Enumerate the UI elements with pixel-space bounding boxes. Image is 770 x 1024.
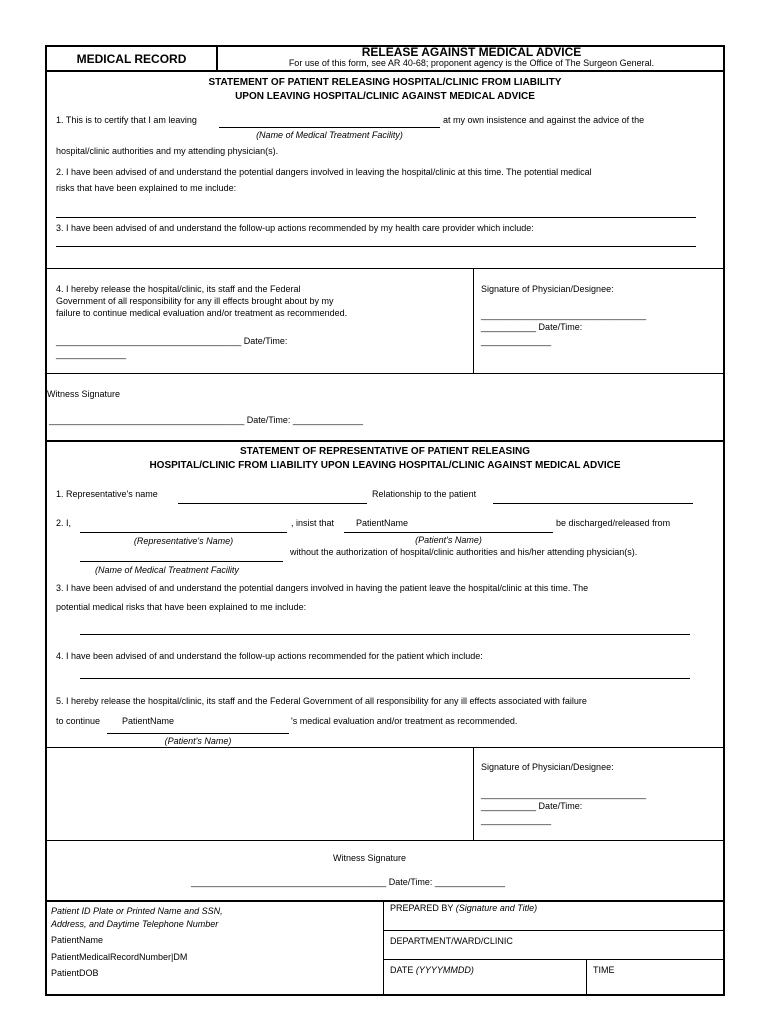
patient-item1-text-b: at my own insistence and against the advice of the (443, 115, 645, 125)
rep-item5-caption: (Patient's Name) (164, 736, 232, 746)
patient-item2-text-b: risks that have been explained to me include: (56, 183, 237, 193)
rep-item5-patient-field[interactable] (107, 733, 289, 734)
footer-patient-dob[interactable]: PatientDOB (51, 968, 99, 978)
patient-sig-bottom-rule (47, 373, 723, 374)
facility-name-caption: (Name of Medical Treatment Facility) (256, 130, 403, 140)
form-right-title: RELEASE AGAINST MEDICAL ADVICE (361, 45, 582, 59)
rep-facility-field[interactable] (80, 561, 283, 562)
patient-sig-divider (473, 268, 474, 373)
prepared-by-hint: (Signature and Title) (455, 903, 538, 913)
patient-statement-title-2: UPON LEAVING HOSPITAL/CLINIC AGAINST MEDICAL ADVICE (235, 91, 535, 102)
rep-facility-caption: (Name of Medical Treatment Facility (95, 565, 239, 575)
patient-witness-label: Witness Signature (47, 389, 121, 399)
footer-top-rule (45, 900, 725, 902)
patient-item4-text-a: 4. I hereby release the hospital/clinic, its staff and the Federal (56, 284, 301, 294)
rep-witness-label: Witness Signature (333, 853, 407, 863)
rep-item5-text-b: to continue (56, 716, 101, 726)
patient-physician-label: Signature of Physician/Designee: (481, 284, 614, 294)
patient-physician-line-2[interactable]: ______________ (481, 336, 552, 346)
footer-patient-name[interactable]: PatientName (51, 935, 104, 945)
prepared-by-label-text: PREPARED BY (390, 903, 454, 913)
prepared-by-label (390, 903, 537, 914)
patient-item1-text: 1. This is to certify that I am leaving (56, 115, 197, 125)
rep-sig-divider (473, 747, 474, 840)
relationship-label: Relationship to the patient (372, 489, 477, 499)
rep-physician-line[interactable]: _________________________________ (481, 789, 647, 799)
rep-patient-caption: (Patient's Name) (415, 535, 482, 545)
patient-item1-text-c: hospital/clinic authorities and my attending physician(s). (56, 146, 279, 156)
patient-signature-line[interactable]: _____________________________________ Date/Time: (56, 336, 288, 346)
rep-sig-top-rule (47, 747, 723, 748)
rep-item1-label: 1. Representative's name (56, 489, 158, 499)
footer-right-rule-2 (383, 959, 725, 960)
patient-signature-line-2[interactable]: ______________ (56, 349, 127, 359)
rep-witness-line[interactable]: _______________________________________ Date/Time: ______________ (191, 877, 505, 887)
patient-id-label-2: Address, and Daytime Telephone Number (51, 919, 219, 929)
patient-witness-line[interactable]: _______________________________________ Date/Time: ______________ (49, 415, 363, 425)
rep-item2-name-field[interactable] (80, 532, 287, 533)
patient-item4-text-b: Government of all responsibility for any ill effects brought about by my (56, 296, 334, 306)
rep-item4-text: 4. I have been advised of and understand the follow-up actions recommended for the patient which include: (56, 651, 483, 661)
date-hint: (YYYYMMDD) (415, 965, 474, 975)
rep-sig-bottom-rule (47, 840, 723, 841)
facility-name-field[interactable] (219, 127, 440, 128)
footer-right-rule-1 (383, 930, 725, 931)
patient-item4-text-c: failure to continue medical evaluation and/or treatment as recommended. (56, 308, 348, 318)
rep-item2-patient-name[interactable]: PatientName (356, 518, 409, 528)
patient-id-label-1: Patient ID Plate or Printed Name and SSN, (51, 906, 223, 916)
relationship-field[interactable] (493, 503, 693, 504)
header-bottom-rule (45, 70, 725, 72)
rep-name-caption: (Representative's Name) (133, 536, 234, 546)
date-label-text: DATE (390, 965, 414, 975)
department-label: DEPARTMENT/WARD/CLINIC (390, 936, 513, 946)
patient-item3-text: 3. I have been advised of and understand the follow-up actions recommended by my health care provider which include: (56, 223, 534, 233)
rep-item2-patient-field[interactable] (344, 532, 553, 533)
rep-item2-text-b: , insist that (291, 518, 335, 528)
rep-followup-field[interactable] (80, 678, 690, 679)
representative-top-rule (45, 440, 725, 442)
time-label: TIME (593, 965, 615, 975)
rep-item2-text: 2. I, (56, 518, 72, 528)
patient-sig-top-rule (47, 268, 723, 269)
form-left-title: MEDICAL RECORD (76, 52, 187, 66)
rep-item3-text-b: potential medical risks that have been explained to me include: (56, 602, 307, 612)
rep-item2-text-d: without the authorization of hospital/clinic authorities and his/her attending physician(s). (290, 547, 638, 557)
patient-physician-line[interactable]: _________________________________ (481, 310, 647, 320)
rep-risks-field[interactable] (80, 634, 690, 635)
patient-item2-text: 2. I have been advised of and understand the potential dangers involved in leaving the hospital/clinic at this time. The potential medical (56, 167, 592, 177)
date-label (390, 965, 474, 976)
representative-name-field[interactable] (178, 503, 367, 504)
patient-statement-title-1: STATEMENT OF PATIENT RELEASING HOSPITAL/CLINIC FROM LIABILITY (208, 77, 562, 88)
rep-item5-text-a: 5. I hereby release the hospital/clinic, its staff and the Federal Government of all responsibility for any ill effects associated with failure (56, 696, 587, 706)
rep-statement-title-2: HOSPITAL/CLINIC FROM LIABILITY UPON LEAVING HOSPITAL/CLINIC AGAINST MEDICAL ADVICE (149, 460, 621, 471)
rep-physician-date[interactable]: ___________ Date/Time: (481, 801, 583, 811)
rep-item5-patient-name[interactable]: PatientName (122, 716, 175, 726)
patient-followup-field[interactable] (56, 246, 696, 247)
rep-item3-text-a: 3. I have been advised of and understand the potential dangers involved in having the patient leave the hospital/clinic at this time. The (56, 583, 589, 593)
footer-divider (383, 900, 384, 996)
patient-risks-field[interactable] (56, 217, 696, 218)
rep-statement-title-1: STATEMENT OF REPRESENTATIVE OF PATIENT RELEASING (239, 446, 530, 457)
rep-physician-label: Signature of Physician/Designee: (481, 762, 614, 772)
patient-physician-date[interactable]: ___________ Date/Time: (481, 322, 583, 332)
rep-physician-line-2[interactable]: ______________ (481, 815, 552, 825)
rep-item5-text-c: 's medical evaluation and/or treatment as recommended. (291, 716, 518, 726)
footer-patient-record[interactable]: PatientMedicalRecordNumber|DM (51, 952, 188, 962)
footer-time-divider (586, 959, 587, 996)
rep-item2-text-c: be discharged/released from (556, 518, 671, 528)
form-subtitle: For use of this form, see AR 40-68; proponent agency is the Office of The Surgeon General. (288, 58, 655, 68)
